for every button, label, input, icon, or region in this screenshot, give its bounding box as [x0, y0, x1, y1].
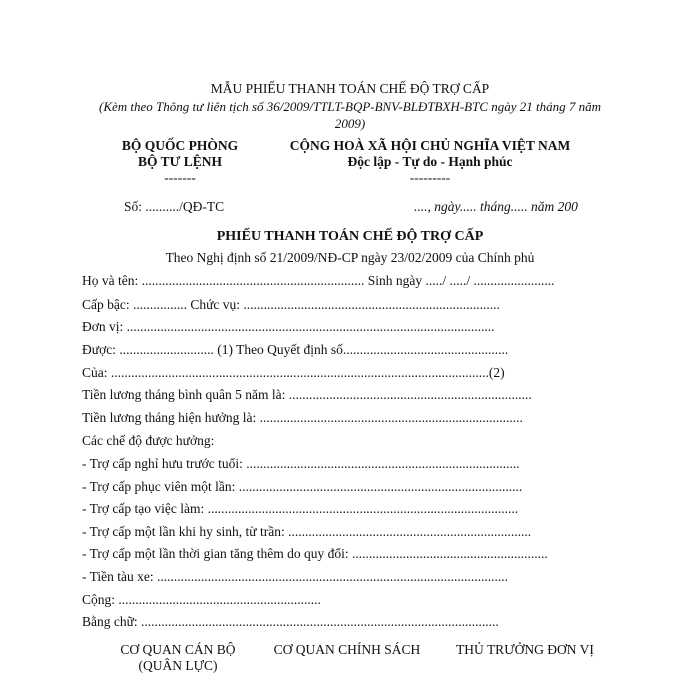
field-current-salary: Tiền lương tháng hiện hưởng là: .............................................................................. [82, 410, 523, 425]
nation-motto: Độc lập - Tự do - Hạnh phúc [347, 154, 513, 169]
field-benefits-heading: Các chế độ được hưởng: [82, 433, 215, 448]
org-divider: ------- [164, 170, 196, 185]
document-title: PHIẾU THANH TOÁN CHẾ ĐỘ TRỢ CẤP [216, 229, 484, 244]
nation-name: CỘNG HOÀ XÃ HỘI CHỦ NGHĨA VIỆT NAM [289, 138, 571, 153]
field-service-conversion: - Trợ cấp một lần thời gian tăng thêm do quy đổi: .......................................................... [82, 546, 548, 561]
field-full-name: Họ và tên: .................................................................. Sinh ngày ...../ ...../ ........................ [82, 273, 555, 288]
signature-personnel-office-sub: (QUÂN LỰC) [138, 658, 218, 673]
command-name: BỘ TƯ LỆNH [137, 154, 223, 169]
field-death-allowance: - Trợ cấp một lần khi hy sinh, từ trần: ........................................................................ [82, 524, 532, 539]
field-in-words: Bằng chữ: .......................................................................................................... [82, 614, 499, 629]
issue-date: ...., ngày..... tháng..... năm 200 [414, 199, 578, 214]
field-demobilization: - Trợ cấp phục viên một lần: .................................................................................... [82, 479, 523, 494]
form-title: MẪU PHIẾU THANH TOÁN CHẾ ĐỘ TRỢ CẤP [210, 81, 490, 96]
field-travel: - Tiền tàu xe: ........................................................................................................ [82, 569, 509, 584]
field-unit: Đơn vị: ............................................................................................................. [82, 319, 495, 334]
form-subtitle-line1: (Kèm theo Thông tư liên tịch số 36/2009/TTLT-BQP-BNV-BLĐTBXH-BTC ngày 21 tháng 7 năm [98, 99, 602, 114]
nation-divider: --------- [409, 170, 451, 185]
field-entitled: Được: ............................ (1) Theo Quyết định số................................................. [82, 342, 509, 357]
field-total: Cộng: ............................................................ [82, 592, 321, 607]
form-subtitle-line2: 2009) [334, 116, 366, 131]
ministry-name: BỘ QUỐC PHÒNG [121, 138, 239, 153]
field-avg-salary: Tiền lương tháng bình quân 5 năm là: ........................................................................ [82, 387, 532, 402]
field-of: Của: ................................................................................................................(2) [82, 365, 505, 380]
signature-personnel-office: CƠ QUAN CÁN BỘ [120, 642, 236, 657]
field-rank: Cấp bậc: ................ Chức vụ: ............................................................................ [82, 297, 500, 312]
field-early-retirement: - Trợ cấp nghỉ hưu trước tuổi: ................................................................................. [82, 456, 520, 471]
field-job-creation: - Trợ cấp tạo việc làm: ............................................................................................ [82, 501, 519, 516]
decision-number: Số: ........../QĐ-TC [124, 199, 225, 214]
legal-basis: Theo Nghị định số 21/2009/NĐ-CP ngày 23/02/2009 của Chính phủ [165, 250, 535, 265]
signature-unit-head: THỦ TRƯỞNG ĐƠN VỊ [456, 642, 594, 657]
signature-policy-office: CƠ QUAN CHÍNH SÁCH [273, 642, 421, 657]
